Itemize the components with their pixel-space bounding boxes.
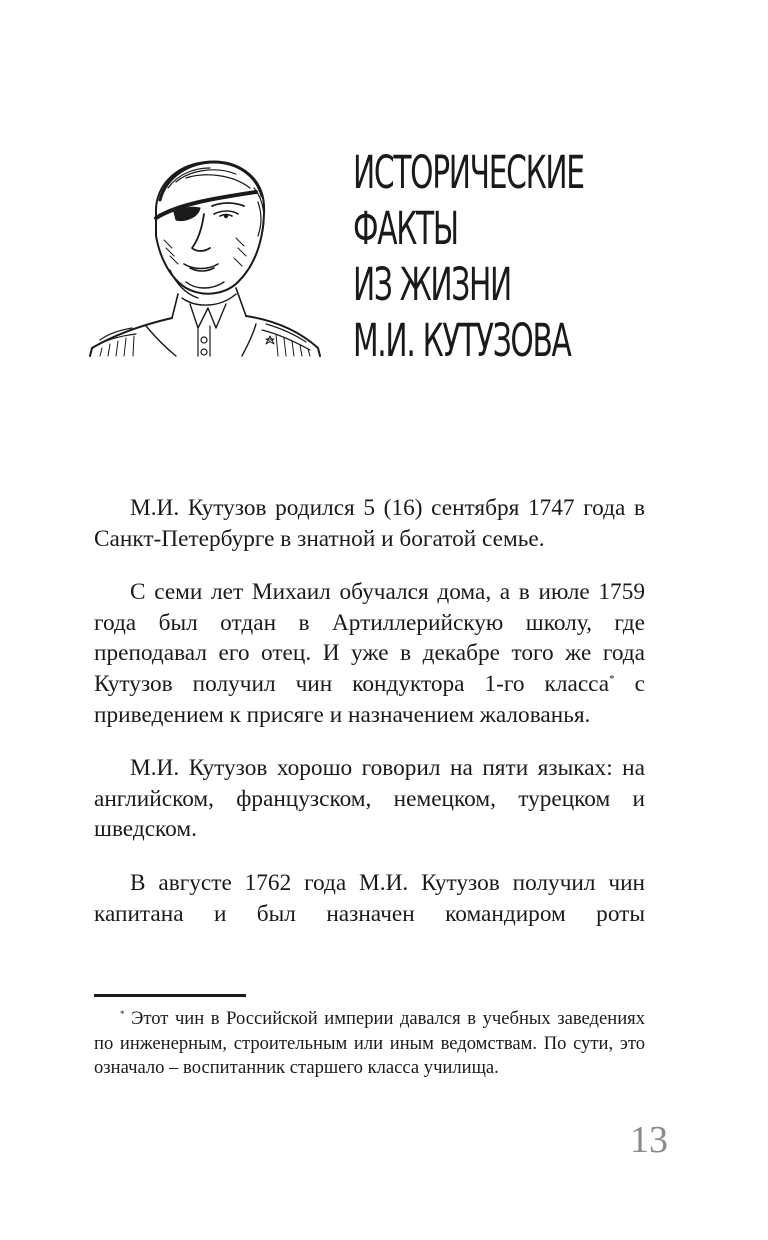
chapter-title-line-3: ИЗ ЖИЗНИ bbox=[353, 258, 511, 311]
chapter-title bbox=[353, 145, 584, 369]
paragraph-education-text: С семи лет Михаил обучался дома, а в июле 1759 года был отдан в Артиллерийскую школу, где преподавал его отец. И уже в декабре того же года Кутузов получил чин кондуктора 1-го класса bbox=[94, 579, 645, 697]
body-text bbox=[94, 493, 645, 952]
footnote-divider bbox=[94, 994, 246, 997]
paragraph-education bbox=[94, 577, 645, 730]
kutuzov-portrait-drawing bbox=[86, 148, 322, 358]
chapter-title-line-1: ИСТОРИЧЕСКИЕ bbox=[353, 146, 584, 199]
paragraph-education-continuation: с приведением к присяге и назначением жалованья. bbox=[94, 670, 646, 728]
chapter-title-line-4: М.И. КУТУЗОВА bbox=[353, 314, 571, 367]
paragraph-captain: В августе 1762 года М.И. Кутузов получил чин капитана и был назначен командиром роты bbox=[94, 869, 645, 927]
chapter-title-line-2: ФАКТЫ bbox=[353, 202, 458, 255]
footnote-reference: * bbox=[609, 672, 615, 685]
footnote-marker: * bbox=[120, 1009, 125, 1019]
paragraph-birth: М.И. Кутузов родился 5 (16) сентября 1747 года в Санкт-Петербурге в знатной и богатой семье. bbox=[94, 495, 645, 552]
paragraph-languages: М.И. Кутузов хорошо говорил на пяти языках: на английском, французском, немецком, турецком и шведском. bbox=[94, 755, 645, 843]
footnote-text: Этот чин в Российской империи давался в учебных заведениях по инженерным, строительным или иным ведомствам. По сути, это означало – воспитанник старшего класса училища. bbox=[94, 1008, 645, 1078]
page-number: 13 bbox=[630, 1119, 668, 1161]
portrait-illustration bbox=[86, 148, 322, 358]
footnote bbox=[94, 1007, 645, 1081]
